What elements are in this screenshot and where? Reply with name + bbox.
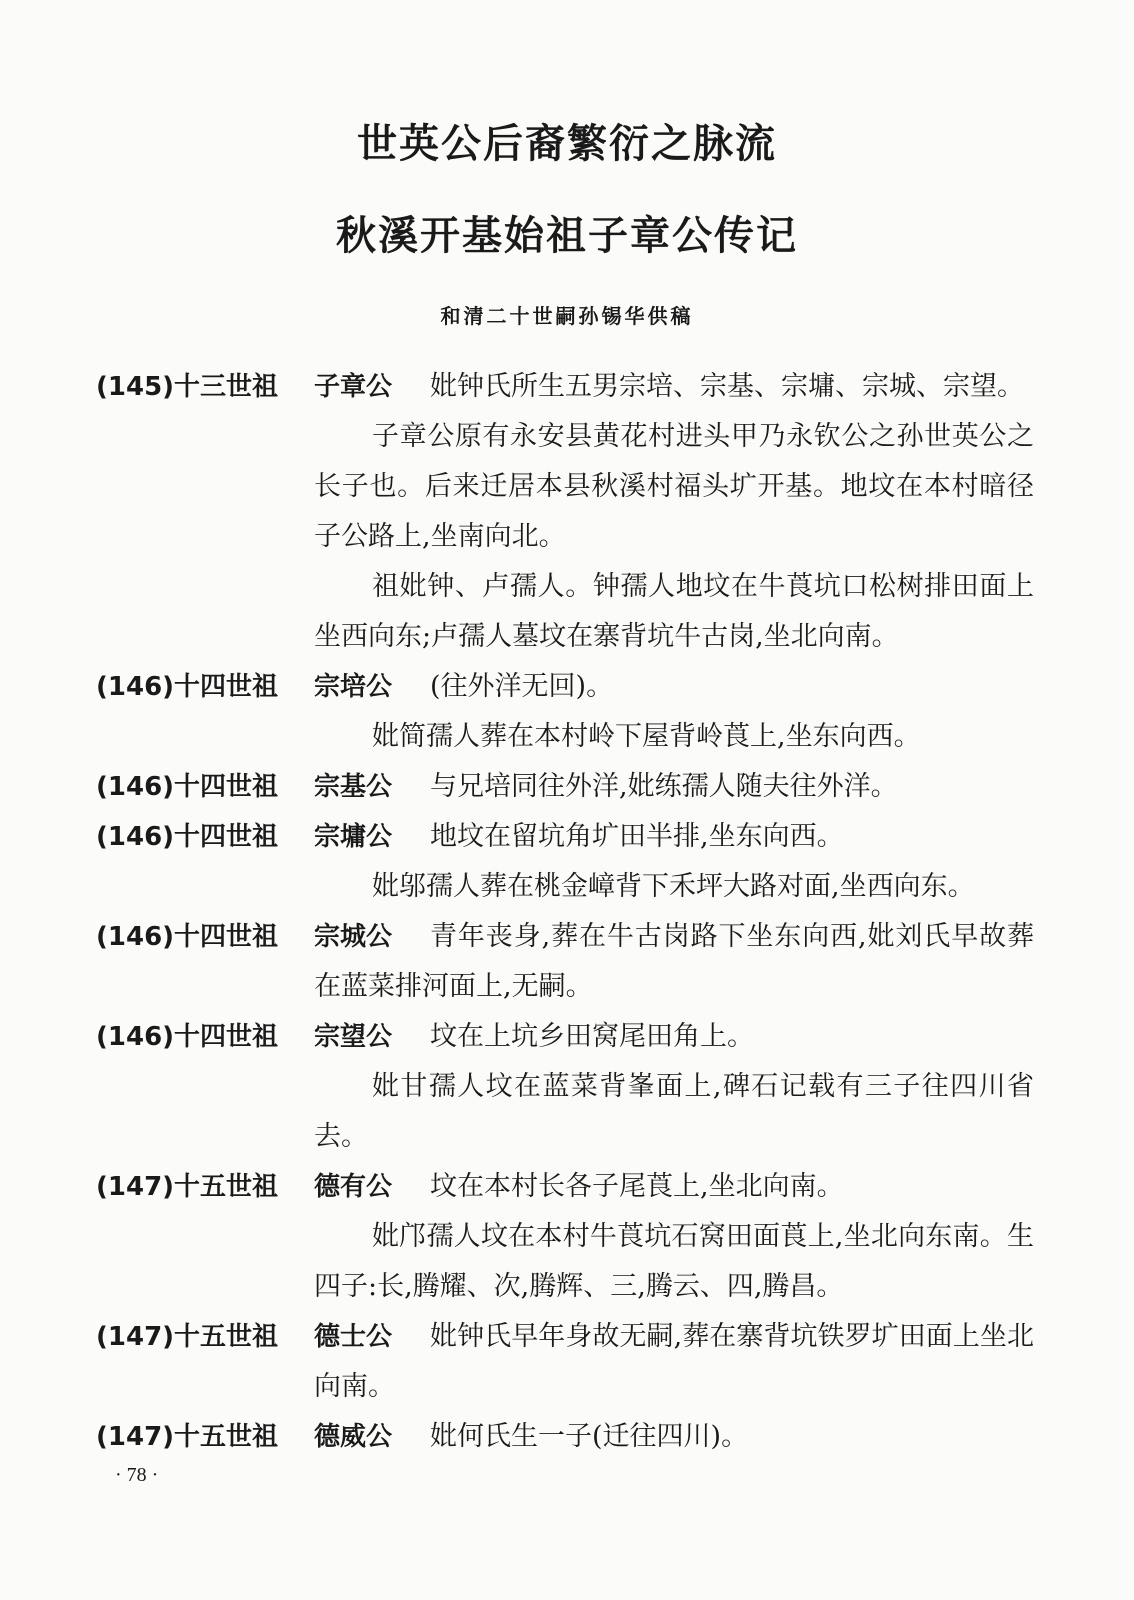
ancestor-name: 德士公 [314,1322,393,1352]
entry-text: 妣何氏生一子(迁往四川)。 [430,1421,749,1452]
page-subheading: 秋溪开基始祖子章公传记 [336,213,798,259]
paragraph: 妣甘孺人坟在蓝菜背峯面上,碑石记载有三子往四川省去。 [314,1071,1034,1152]
paragraph: 妣邬孺人葬在桃金嶂背下禾坪大路对面,坐西向东。 [372,871,975,902]
ancestor-name: 宗望公 [314,1022,393,1052]
generation-label: (147)十五世祖 [96,1172,279,1202]
paragraph: 妣邝孺人坟在本村牛莨坑石窝田面莨上,坐北向东南。生四子:长,腾耀、次,腾辉、三,腾云、四,腾昌。 [314,1221,1034,1302]
generation-label: (146)十四世祖 [96,822,279,852]
entry-text: 青年丧身,葬在牛古岗路下坐东向西,妣刘氏早故葬在蓝菜排河面上,无嗣。 [314,921,1034,1002]
generation-label: (147)十五世祖 [96,1422,279,1452]
ancestor-name: 宗培公 [314,672,393,702]
paragraph: 妣简孺人葬在本村岭下屋背岭莨上,坐东向西。 [372,721,921,752]
generation-label: (145)十三世祖 [96,372,279,402]
generation-label: (146)十四世祖 [96,1022,279,1052]
entry-text: 与兄培同往外洋,妣练孺人随夫往外洋。 [430,771,898,802]
entry-text: 地坟在留坑角圹田半排,坐东向西。 [430,821,844,852]
ancestor-name: 宗城公 [314,922,393,952]
generation-label: (146)十四世祖 [96,772,279,802]
paragraph: 子章公原有永安县黄花村进头甲乃永钦公之孙世英公之长子也。后来迁居本县秋溪村福头圹开基。地坟在本村暗径子公路上,坐南向北。 [314,421,1034,552]
page-number: · 78 · [115,1464,159,1486]
generation-label: (147)十五世祖 [96,1322,279,1352]
entry-text: 坟在本村长各子尾莨上,坐北向南。 [430,1171,844,1202]
entry-text: 妣钟氏早年身故无嗣,葬在寨背坑铁罗圹田面上坐北向南。 [314,1321,1034,1402]
generation-label: (146)十四世祖 [96,922,279,952]
entry-text: (往外洋无回)。 [430,671,614,702]
ancestor-name: 德有公 [314,1172,393,1202]
paragraph: 祖妣钟、卢孺人。钟孺人地坟在牛莨坑口松树排田面上坐西向东;卢孺人墓坟在寨背坑牛古岗,坐北向南。 [314,571,1034,652]
page-heading: 世英公后裔繁衍之脉流 [357,121,777,167]
ancestor-name: 宗基公 [314,772,393,802]
entry-text: 妣钟氏所生五男宗培、宗基、宗墉、宗城、宗望。 [430,371,1024,402]
ancestor-name: 宗墉公 [314,822,393,852]
generation-label: (146)十四世祖 [96,672,279,702]
ancestor-name: 子章公 [314,372,393,402]
byline: 和清二十世嗣孙锡华供稿 [440,304,694,328]
ancestor-name: 德威公 [314,1422,393,1452]
entry-text: 坟在上坑乡田窝尾田角上。 [430,1021,754,1052]
